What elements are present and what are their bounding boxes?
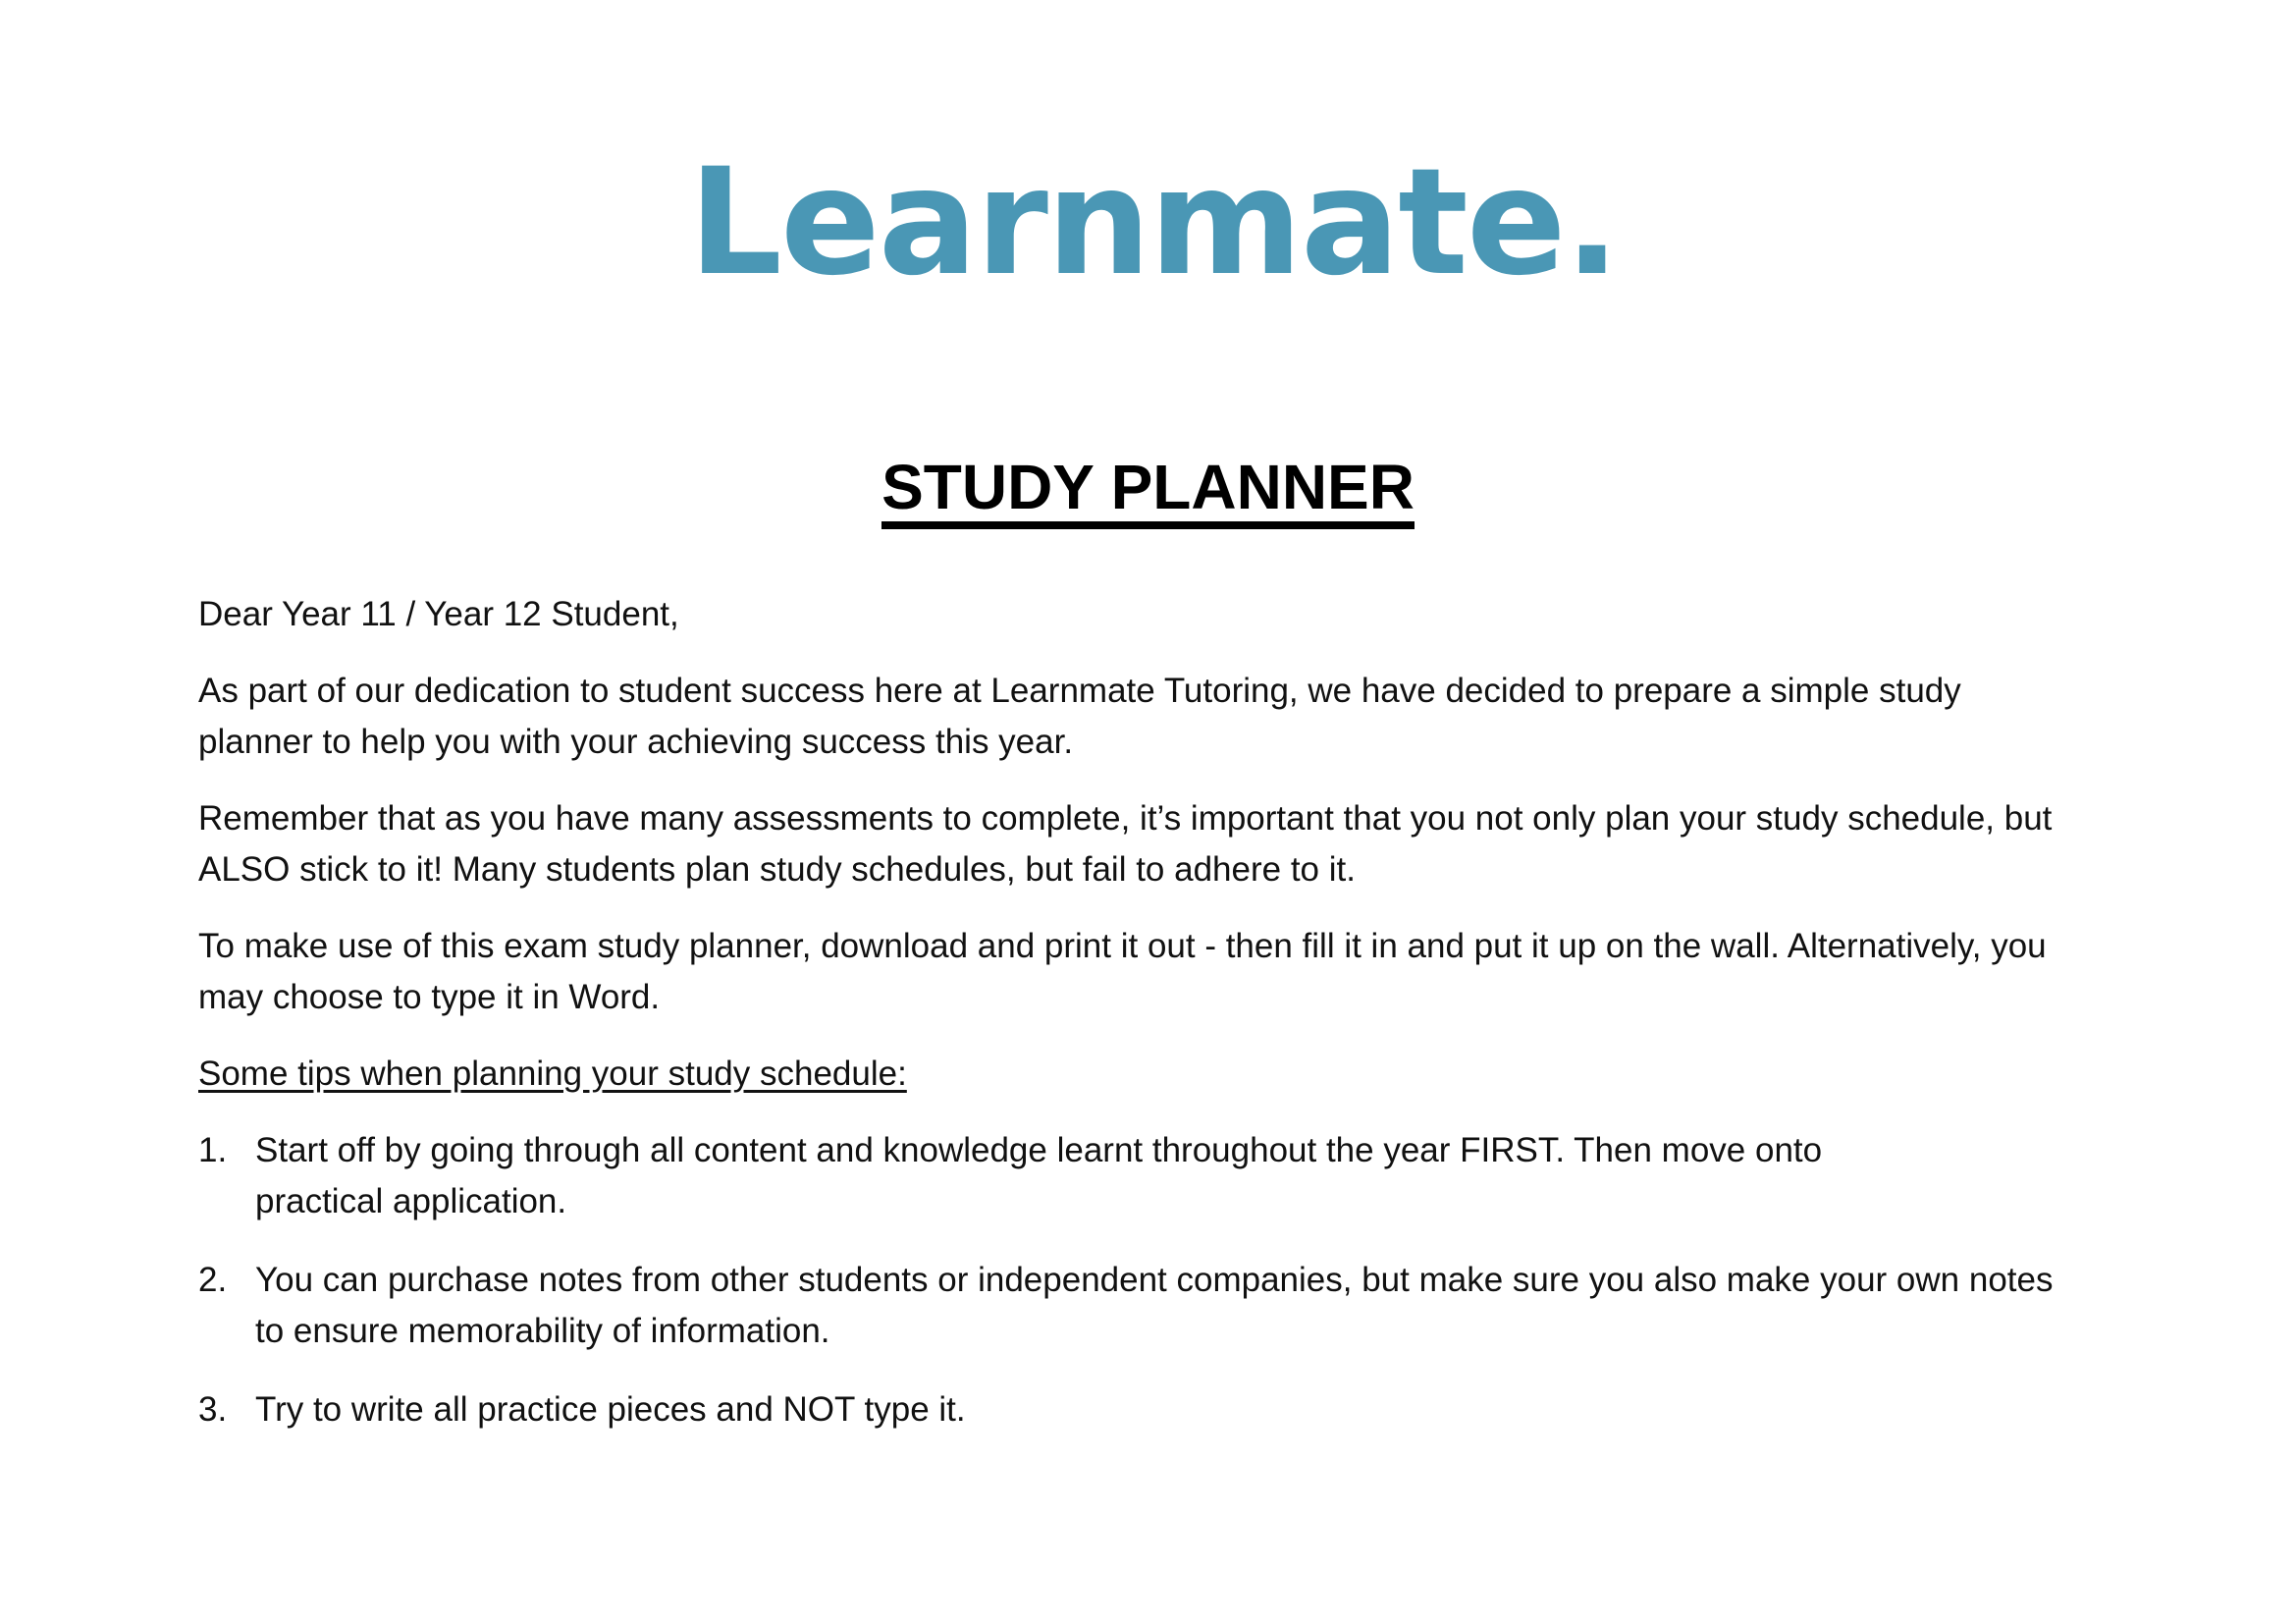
page-title	[0, 450, 2296, 529]
tips-list	[198, 1125, 2083, 1435]
intro-paragraph: As part of our dedication to student success here at Learnmate Tutoring, we have decided to prepare a simple study planner to help you with your achieving success this year.	[198, 672, 1961, 761]
tips-heading: Some tips when planning your study schedule:	[198, 1055, 907, 1093]
list-item-text: You can purchase notes from other students or independent companies, but make sure you also make your own notes to ensure memorability of information.	[255, 1261, 2054, 1350]
instructions-paragraph: To make use of this exam study planner, download and print it out - then fill it in and put it up on the wall. Alternatively, you may choose to type it in Word.	[198, 927, 2047, 1016]
logo-wordmark: Learnmate.	[688, 137, 1619, 308]
list-item-number: 2.	[198, 1261, 228, 1299]
reminder-paragraph: Remember that as you have many assessments to complete, it’s important that you not only plan your study schedule, but ALSO stick to it! Many students plan study schedules, but fail to adhere to it.	[198, 799, 2053, 889]
list-item	[198, 1125, 2083, 1227]
list-item	[198, 1255, 2083, 1357]
list-item-text: Start off by going through all content and knowledge learnt throughout the year FIRST. Then move onto practical application.	[255, 1131, 1823, 1220]
list-item-number: 1.	[198, 1131, 228, 1169]
list-item-text: Try to write all practice pieces and NOT type it.	[255, 1390, 966, 1429]
list-item	[198, 1384, 2083, 1435]
page-title-text: STUDY PLANNER	[881, 455, 1415, 529]
document-body	[198, 589, 2083, 1463]
list-item-number: 3.	[198, 1390, 228, 1429]
learnmate-logo	[688, 137, 1619, 308]
salutation: Dear Year 11 / Year 12 Student,	[198, 595, 679, 633]
